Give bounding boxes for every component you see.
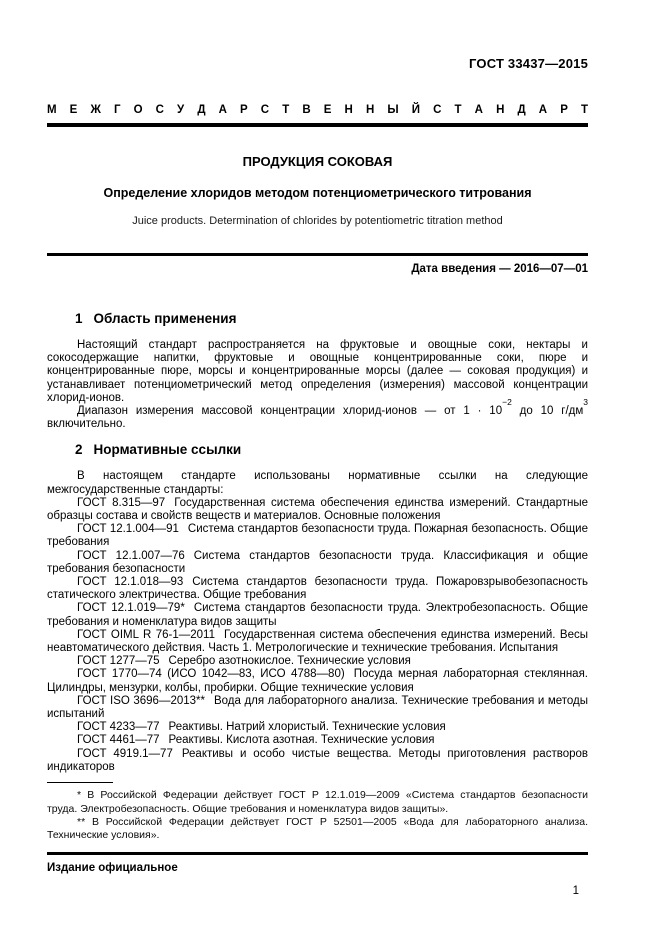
reference-item [47, 721, 588, 734]
range-paragraph [47, 397, 588, 431]
reference-title: Государственная система обеспечения единства измерений. Весы неавтоматического действия. Часть 1. Метрологические и технические требования. Испытания [47, 628, 588, 655]
section-2-number: 2 [75, 442, 83, 458]
reference-title: Реактивы. Кислота азотная. Технические условия [168, 734, 435, 747]
reference-code: ГОСТ 4233—77 [77, 721, 160, 734]
reference-title: Посуда мерная лабораторная стеклянная. Цилиндры, мензурки, колбы, пробирки. Общие технические условия [47, 668, 588, 694]
reference-item [47, 523, 588, 549]
reference-code: ГОСТ ISO 3696—2013** [77, 694, 205, 707]
footnote: * В Российской Федерации действует ГОСТ Р 12.1.019—2009 «Система стандартов безопасности труда. Электробезопасность. Общие требования и номенклатура видов защиты». [47, 789, 588, 815]
introduction-date: Дата введения — 2016—07—01 [411, 263, 588, 275]
title-russian: ПРОДУКЦИЯ СОКОВАЯ [242, 154, 393, 169]
range-text: включительно. [47, 418, 126, 431]
section-1-title: Область применения [93, 311, 237, 326]
doc-code: ГОСТ 33437—2015 [469, 56, 588, 71]
reference-title: Серебро азотнокислое. Технические условия [168, 655, 411, 668]
superscript-exponent: 3 [583, 397, 588, 408]
reference-code: ГОСТ 4461—77 [77, 734, 160, 747]
footer-rule [47, 852, 588, 855]
reference-code: ГОСТ 4919.1—77 [77, 747, 173, 760]
edition-note: Издание официальное [47, 861, 178, 874]
references-intro: В настоящем стандарте использованы нормативные ссылки на следующие межгосударственные стандарты: [47, 470, 588, 496]
reference-item [47, 734, 588, 747]
reference-item [47, 497, 588, 523]
reference-title: Вода для лабораторного анализа. Технические требования и методы испытаний [47, 694, 589, 721]
reference-title: Реактивы и особо чистые вещества. Методы приготовления растворов индикаторов [47, 747, 588, 773]
reference-item [47, 655, 588, 668]
section-1-number: 1 [75, 311, 83, 326]
title-english: Juice products. Determination of chlorides by potentiometric titration method [132, 215, 503, 227]
page-number: 1 [572, 884, 579, 897]
reference-code: ГОСТ 1770—74 (ИСО 1042—83, ИСО 4788—80) [77, 668, 345, 681]
reference-title: Реактивы. Натрий хлористый. Технические условия [168, 721, 446, 734]
range-text: до 10 г/дм [511, 405, 584, 418]
date-rule [47, 253, 588, 256]
footnote-separator [47, 782, 113, 783]
reference-title: Система стандартов безопасности труда. Классификация и общие требования безопасности [47, 549, 588, 575]
reference-title: Система стандартов безопасности труда. Электробезопасность. Общие требования и номенклатура видов защиты [47, 602, 588, 628]
reference-item [47, 668, 588, 694]
superscript-exponent: −2 [502, 397, 512, 408]
reference-code: ГОСТ 1277—75 [77, 655, 160, 668]
footnote: ** В Российской Федерации действует ГОСТ Р 52501—2005 «Вода для лабораторного анализа. Технические условия». [47, 815, 588, 842]
reference-item [47, 550, 588, 576]
reference-code: ГОСТ 12.1.004—91 [77, 523, 179, 536]
reference-item [47, 576, 588, 602]
reference-item [47, 629, 588, 655]
reference-item [47, 748, 588, 774]
header-rule [47, 123, 588, 127]
range-text: Диапазон измерения массовой концентрации хлорид-ионов — от 1 · 10 [77, 405, 503, 418]
reference-item [47, 695, 588, 721]
section-1-heading [47, 311, 588, 326]
reference-code: ГОСТ OIML R 76-1—2011 [77, 628, 215, 641]
scope-paragraph: Настоящий стандарт распространяется на фруктовые и овощные соки, нектары и сокосодержащие напитки, фруктовые и овощные концентрированные соки, пюре и концентрированные пюре, морсы и концентрированные морсы (далее — соковая продукция) и устанавливает потенциометрический метод определения (измерения) массовой концентрации хлорид-ионов. [47, 339, 588, 404]
standard-type-banner: М Е Ж Г О С У Д А Р С Т В Е Н Н Ы Й С Т А Н Д А Р Т [47, 104, 588, 116]
subtitle-russian: Определение хлоридов методом потенциометрического титрования [103, 186, 532, 200]
section-2-title: Нормативные ссылки [93, 442, 242, 458]
section-2-heading [47, 442, 588, 457]
reference-code: ГОСТ 12.1.019—79* [77, 602, 185, 615]
reference-title: Система стандартов безопасности труда. Пожарная безопасность. Общие требования [47, 523, 588, 549]
reference-item [47, 602, 588, 628]
reference-title: Государственная система обеспечения единства измерений. Стандартные образцы состава и свойств веществ и материалов. Основные положения [47, 496, 588, 523]
reference-code: ГОСТ 8.315—97 [77, 496, 166, 509]
reference-title: Система стандартов безопасности труда. Пожаровзрывобезопасность статического электричества. Общие требования [47, 576, 588, 602]
reference-code: ГОСТ 12.1.007—76 [77, 549, 185, 562]
reference-code: ГОСТ 12.1.018—93 [77, 576, 184, 589]
